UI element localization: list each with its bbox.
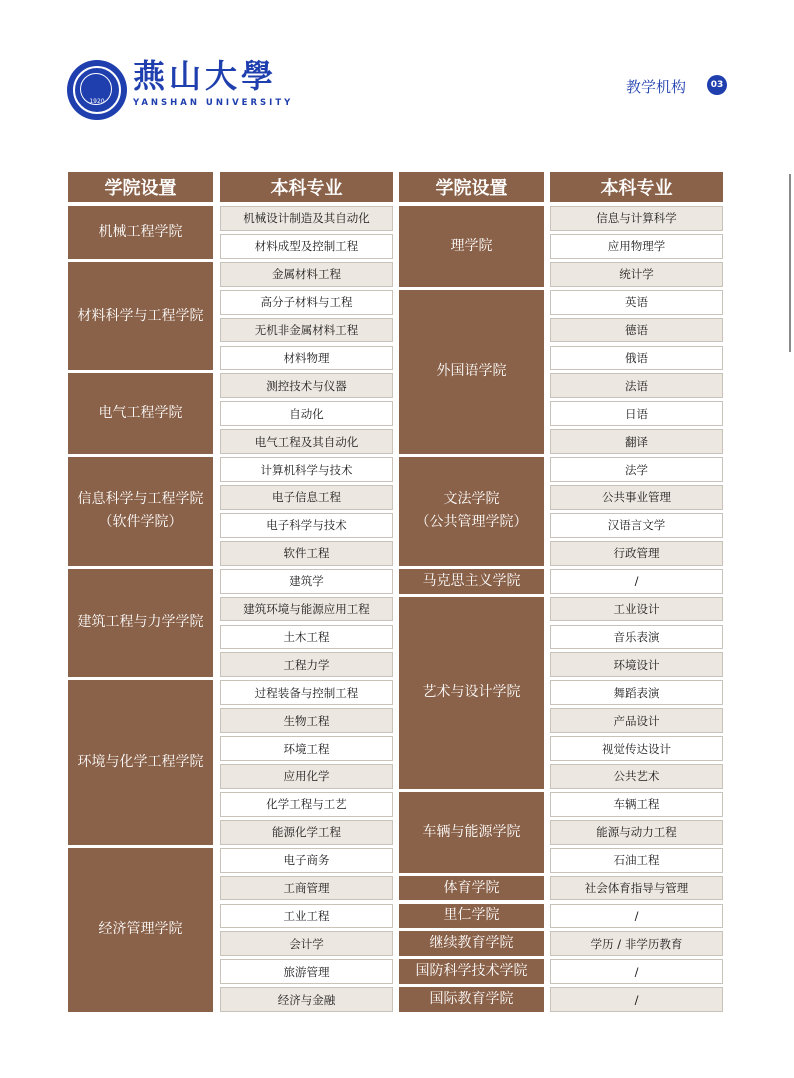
- major-cell: [550, 373, 723, 398]
- major-name: 会计学: [289, 936, 324, 951]
- college-name: 里仁学院: [443, 907, 500, 924]
- major-name: 公共事业管理: [602, 490, 671, 505]
- major-name: 俄语: [625, 350, 648, 365]
- major-name: 德语: [625, 323, 648, 338]
- major-cell: [550, 206, 723, 231]
- major-name: 音乐表演: [613, 629, 660, 644]
- major-name: 应用物理学: [607, 239, 666, 254]
- major-cell: [220, 373, 393, 398]
- major-cell: [550, 820, 723, 845]
- university-logo-chinese: 燕山大學: [133, 57, 278, 95]
- college-cell: [399, 904, 544, 929]
- major-name: 环境工程: [283, 741, 330, 756]
- major-cell: [550, 904, 723, 929]
- college-subname: （公共管理学院）: [415, 514, 528, 531]
- major-name: 测控技术与仪器: [266, 378, 347, 393]
- college-cell: [399, 876, 544, 901]
- major-name: 视觉传达设计: [602, 741, 671, 756]
- college-cell: [399, 457, 544, 566]
- college-name: 文法学院: [443, 491, 500, 508]
- major-name: 公共艺术: [613, 769, 660, 784]
- major-cell: [220, 848, 393, 873]
- college-name: 材料科学与工程学院: [77, 307, 204, 324]
- major-name: 机械设计制造及其自动化: [243, 211, 370, 226]
- major-cell: [550, 234, 723, 259]
- major-cell: [550, 764, 723, 789]
- major-name: 统计学: [619, 267, 654, 282]
- major-cell: [220, 234, 393, 259]
- college-cell: [399, 792, 544, 873]
- major-cell: [550, 652, 723, 677]
- major-name: 学历 / 非学历教育: [590, 936, 683, 951]
- major-name: 建筑环境与能源应用工程: [243, 602, 370, 617]
- college-cell: [399, 931, 544, 956]
- college-cell: [68, 569, 213, 678]
- major-name: 电气工程及其自动化: [254, 434, 359, 449]
- major-cell: [220, 904, 393, 929]
- major-cell: [550, 541, 723, 566]
- major-cell: [220, 820, 393, 845]
- major-name: 软件工程: [283, 546, 330, 561]
- major-name: 计算机科学与技术: [260, 462, 353, 477]
- major-cell: [550, 680, 723, 705]
- major-cell: [550, 848, 723, 873]
- major-cell: [550, 290, 723, 315]
- column-header-label: 学院设置: [104, 178, 177, 199]
- college-cell: [399, 206, 544, 287]
- column-header: [68, 172, 213, 202]
- college-name: 艺术与设计学院: [422, 684, 521, 701]
- college-cell: [399, 290, 544, 454]
- major-cell: [550, 792, 723, 817]
- major-name: 法语: [625, 378, 648, 393]
- section-title: 教学机构: [626, 78, 687, 96]
- college-name: 马克思主义学院: [422, 572, 521, 589]
- seal-year: 1920: [89, 98, 105, 105]
- major-name: 过程装备与控制工程: [254, 685, 359, 700]
- major-cell: [220, 764, 393, 789]
- college-subname: （软件学院）: [98, 514, 183, 531]
- college-name: 建筑工程与力学学院: [77, 614, 204, 631]
- college-name: 国防科学技术学院: [415, 963, 528, 980]
- column-header: [550, 172, 723, 202]
- major-cell: [550, 457, 723, 482]
- college-cell: [68, 262, 213, 371]
- major-cell: [550, 736, 723, 761]
- major-cell: [550, 262, 723, 287]
- college-cell: [399, 987, 544, 1012]
- major-cell: [550, 625, 723, 650]
- major-cell: [550, 513, 723, 538]
- major-cell: [550, 401, 723, 426]
- major-cell: [550, 987, 723, 1012]
- major-name: 翻译: [625, 434, 648, 449]
- column-header-label: 学院设置: [435, 178, 508, 199]
- college-name: 体育学院: [443, 879, 500, 896]
- major-name: 环境设计: [613, 657, 660, 672]
- major-cell: [550, 569, 723, 594]
- college-name: 理学院: [450, 237, 493, 254]
- major-cell: [220, 206, 393, 231]
- major-name: 工业设计: [613, 602, 660, 617]
- major-cell: [550, 485, 723, 510]
- major-name: 信息与计算科学: [596, 211, 677, 226]
- major-name: 石油工程: [613, 853, 660, 868]
- college-cell: [68, 848, 213, 1012]
- major-name: 旅游管理: [283, 964, 330, 979]
- major-cell: [220, 262, 393, 287]
- major-cell: [220, 680, 393, 705]
- major-cell: [220, 876, 393, 901]
- college-cell: [68, 373, 213, 454]
- college-name: 环境与化学工程学院: [77, 753, 204, 770]
- major-name: 日语: [625, 406, 648, 421]
- college-name: 机械工程学院: [98, 223, 183, 240]
- major-name: 建筑学: [289, 574, 324, 589]
- page-edge-divider: [789, 174, 791, 352]
- major-name: 电子信息工程: [272, 490, 341, 505]
- major-name: 产品设计: [613, 713, 660, 728]
- major-name: 工业工程: [283, 908, 330, 923]
- major-cell: [220, 541, 393, 566]
- major-cell: [220, 346, 393, 371]
- major-cell: [550, 931, 723, 956]
- college-cell: [399, 569, 544, 594]
- major-cell: [220, 931, 393, 956]
- major-cell: [220, 652, 393, 677]
- major-cell: [220, 625, 393, 650]
- column-header-label: 本科专业: [600, 178, 673, 199]
- college-name: 国际教育学院: [429, 991, 514, 1008]
- major-cell: [550, 876, 723, 901]
- college-name: 外国语学院: [436, 363, 507, 380]
- major-name: /: [634, 574, 639, 589]
- major-cell: [550, 429, 723, 454]
- column-header: [220, 172, 393, 202]
- major-cell: [220, 959, 393, 984]
- major-cell: [220, 569, 393, 594]
- major-name: /: [634, 992, 639, 1007]
- major-name: 应用化学: [283, 769, 330, 784]
- major-name: 生物工程: [283, 713, 330, 728]
- major-name: 工商管理: [283, 881, 330, 896]
- major-cell: [220, 485, 393, 510]
- major-cell: [220, 736, 393, 761]
- major-name: 法学: [625, 462, 648, 477]
- page-header: [0, 0, 794, 130]
- major-name: 材料物理: [283, 350, 330, 365]
- major-name: 能源与动力工程: [596, 825, 677, 840]
- major-cell: [220, 318, 393, 343]
- major-cell: [220, 513, 393, 538]
- college-name: 继续教育学院: [429, 935, 514, 952]
- major-name: /: [634, 964, 639, 979]
- page-number-badge: 03: [707, 75, 727, 95]
- college-cell: [68, 206, 213, 259]
- major-cell: [220, 401, 393, 426]
- major-name: 能源化学工程: [272, 825, 341, 840]
- major-name: /: [634, 908, 639, 923]
- major-name: 汉语言文学: [607, 518, 666, 533]
- major-name: 金属材料工程: [272, 267, 341, 282]
- major-name: 土木工程: [283, 629, 330, 644]
- major-name: 经济与金融: [277, 992, 336, 1007]
- major-cell: [220, 290, 393, 315]
- major-cell: [550, 597, 723, 622]
- major-name: 舞蹈表演: [613, 685, 660, 700]
- major-cell: [220, 457, 393, 482]
- major-name: 电子科学与技术: [266, 518, 347, 533]
- major-cell: [220, 987, 393, 1012]
- college-name: 经济管理学院: [98, 921, 183, 938]
- major-name: 材料成型及控制工程: [254, 239, 359, 254]
- major-name: 高分子材料与工程: [260, 295, 353, 310]
- major-name: 化学工程与工艺: [266, 797, 347, 812]
- major-cell: [550, 318, 723, 343]
- major-name: 社会体育指导与管理: [584, 881, 689, 896]
- major-cell: [220, 429, 393, 454]
- major-name: 无机非金属材料工程: [254, 323, 359, 338]
- major-cell: [550, 708, 723, 733]
- college-cell: [68, 680, 213, 844]
- major-name: 自动化: [289, 406, 324, 421]
- column-header-label: 本科专业: [270, 178, 343, 199]
- major-name: 车辆工程: [613, 797, 660, 812]
- college-name: 车辆与能源学院: [422, 823, 521, 840]
- university-logo-english: YANSHAN UNIVERSITY: [133, 98, 294, 108]
- major-name: 工程力学: [283, 657, 330, 672]
- major-cell: [550, 346, 723, 371]
- major-cell: [220, 597, 393, 622]
- college-name: 信息科学与工程学院: [77, 491, 204, 508]
- college-name: 电气工程学院: [98, 405, 183, 422]
- major-cell: [550, 959, 723, 984]
- major-name: 电子商务: [283, 853, 330, 868]
- major-name: 行政管理: [613, 546, 660, 561]
- major-name: 英语: [625, 295, 648, 310]
- column-header: [399, 172, 544, 202]
- college-cell: [399, 959, 544, 984]
- college-cell: [68, 457, 213, 566]
- university-seal-icon: [67, 60, 127, 120]
- major-cell: [220, 708, 393, 733]
- major-cell: [220, 792, 393, 817]
- college-cell: [399, 597, 544, 789]
